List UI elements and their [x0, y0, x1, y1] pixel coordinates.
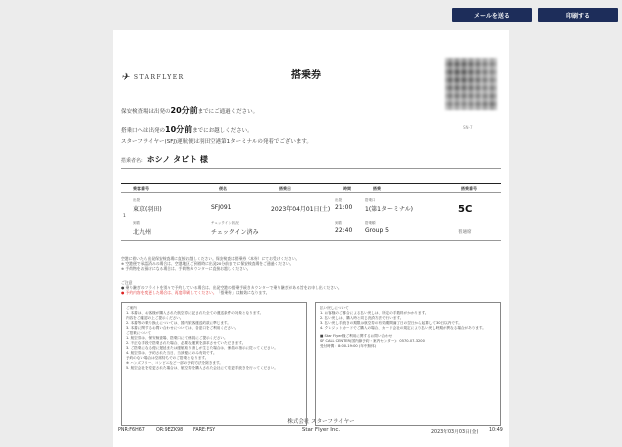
gate-notice: 搭乗口へは出発の10分前までにお越しください。 [121, 125, 253, 134]
checkin-label: チェックイン状況 [211, 221, 239, 225]
qr-code-icon [445, 58, 497, 110]
security-notice: 保安検査場は出発の20分前までにご通過ください。 [121, 106, 259, 115]
divider [121, 240, 501, 241]
info-box-right: 払い戻しについて 1. お客様のご都合による払い戻しは、所定の手数料がかかります。 2. 払い戻しは、購入時と同じ決済方法で行います。 3. 払い戻し手続きの期限は航空券の有効期間満了日の翌日から起算して30日以内です。 4. クレジットカードでご購入の場合、カード会社の規定により払い戻し時期が異なる場合があります。 ■ Star Flyer様ご利用に関するお問い合わせ SF CALL CENTER(国内線予約・案内センター)：0570-07-3200 受付時間：8:00-19:00 (年中無休) [315, 302, 501, 426]
flight-table-header [121, 183, 501, 193]
arrival-label: 到着 [133, 221, 140, 225]
top-toolbar [0, 0, 622, 28]
departure-airport: 東京(羽田) [133, 206, 162, 213]
page-title: 搭乗券 [291, 70, 321, 81]
fare-code: FARE:FSY [193, 428, 216, 433]
header-seat: 搭乗番号 [461, 186, 477, 191]
header-boarding: 搭乗 [373, 186, 381, 191]
seat-number: 5C [458, 204, 473, 215]
company-name: 株式会社 スターフライヤー Star Flyer Inc. [287, 419, 355, 433]
row-number: 1 [123, 214, 126, 219]
boarding-pass-sheet [113, 30, 509, 447]
gate-label: 搭乗口 [365, 198, 376, 202]
passenger-name: ホシノ タビト 様 [146, 155, 208, 164]
logo-text: STARFLYER [133, 74, 185, 81]
info-box-title: ご案内 [126, 306, 137, 310]
departure-time-label: 出発 [335, 198, 342, 202]
flight-number: SFJ091 [211, 204, 232, 211]
caution-title: ご注意 [121, 280, 133, 285]
or-code: OR:9EZK98 [156, 428, 184, 433]
qr-caption: SN-7 [463, 125, 473, 130]
issued-date: 2023年03月03日(金) [431, 430, 479, 435]
gate-value: 1(第1ターミナル) [365, 206, 414, 213]
print-button[interactable]: 印刷する [538, 8, 618, 22]
departure-label: 出発 [133, 198, 140, 202]
checkin-status: チェックイン済み [211, 229, 259, 236]
caution-notes: ご注意 ● 乗り継ぎのフライトを別々で予約している場合は、出発空港の搭乗手続きカウンターで乗り継ぎがある旨をお申し出ください。 ● 予約内容を変更した場合は、再度印刷してください。「搭乗券」は無効になります。 [121, 280, 501, 296]
header-date: 搭乗日 [279, 186, 291, 191]
general-notes: 空港に着いたら出発保安検査場に直接お越しください。保安検査は搭乗券（本券）にてお受けください。 ※ 空港便で承認済みの場合は、空港地区ご到着時に出発20分前までに保安検査場をご通過ください。 ※ 手荷物をお預けになる場合は、手荷物カウンターに直接お越しください。 [121, 256, 300, 272]
passenger-label: 搭乗者名: [121, 158, 143, 164]
gate-time: 10分前 [165, 125, 193, 134]
issued-time: 10:49 [489, 428, 503, 433]
departure-time: 21:00 [335, 204, 353, 211]
seat-type: 普通席 [458, 230, 472, 235]
arrival-time-label: 到着 [335, 221, 342, 225]
starflyer-mark-icon: ✈ [121, 72, 131, 83]
security-time: 20分前 [170, 106, 198, 115]
terminal-notice: スターフライヤー(SFJ)運航便は羽田空港第1ターミナルの発着でございます。 [121, 139, 312, 145]
header-flight: 便名 [219, 186, 227, 191]
header-time: 時間 [343, 186, 351, 191]
arrival-airport: 北九州 [133, 229, 152, 236]
passenger-row [121, 154, 208, 165]
divider [121, 168, 501, 169]
group-label: 搭乗順 [365, 221, 376, 225]
pnr: PNR:F6H67 [118, 428, 145, 433]
info-box-left: ご案内 1. 本書は、お客様が購入された航空券に記された全ての運送条件の対象となります。 内容をご確認の上ご提示ください。 2. 本書等の乗り換えについては、国内旅客運送約款に準じます。 3. 本書に関するお問い合わせについては、各窓口をご利用ください。 ご搭乗について 1. 航空券は、保安検査場、搭乗口にて係員にご提示ください。 2. 不正な手段で搭乗された場合、必要な運賃を請求させていただきます。 3. ご搭乗になる便に遅延または運航取り消しが生じた場合は、係員の指示に従ってください。 4. 航空券は、予約された当日、当該便にのみ有効です。 予約のない場合は空席待ちでのご搭乗となります。 ※ ハンズフリー、コンビニなど一部の予約方法を除きます。 5. 航空会社を変更された場合は、航空券を購入された会社にて変更手続きを行ってください。 [121, 302, 307, 426]
boarding-group: Group 5 [365, 227, 389, 234]
starflyer-logo [121, 72, 185, 83]
arrival-time: 22:40 [335, 227, 353, 234]
header-passenger-no: 乗客番号 [133, 186, 149, 191]
info-box-title: 払い戻しについて [320, 306, 349, 310]
reprint-warning: ● 予約内容を変更した場合は、再度印刷してください。 [121, 290, 217, 296]
send-mail-button[interactable]: メールを送る [452, 8, 532, 22]
flight-date: 2023年04月01日(土) [271, 206, 331, 213]
